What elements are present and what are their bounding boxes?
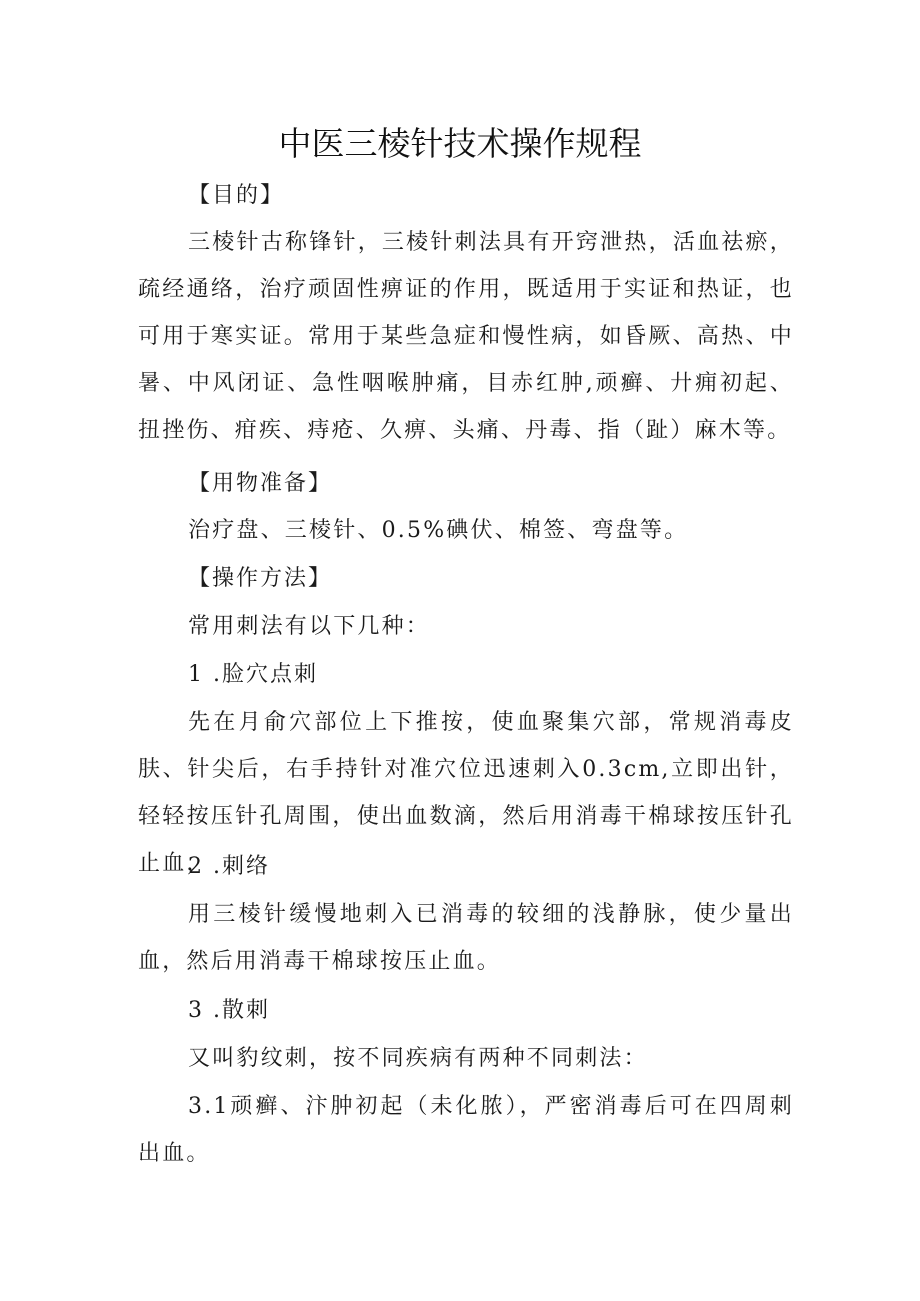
- document-title: 中医三棱针技术操作规程: [278, 124, 642, 163]
- subheading-vein-prick: 2 .刺络: [188, 854, 270, 879]
- paragraph-method-intro: 常用刺法有以下几种：: [188, 614, 431, 639]
- paragraph-vein-prick: 用三棱针缓慢地刺入已消毒的较细的浅静脉，使少量出血，然后用消毒干棉球按压止血。: [138, 902, 794, 974]
- paragraph-scatter-prick-3-1: 3.1顽癣、汴肿初起（未化脓），严密消毒后可在四周刺出血。: [138, 1094, 794, 1166]
- paragraph-materials: 治疗盘、三棱针、0.5%碘伏、棉签、弯盘等。: [188, 518, 689, 543]
- subheading-point-prick: 1 .脸穴点刺: [188, 662, 318, 687]
- subheading-scatter-prick: 3 .散刺: [188, 998, 270, 1023]
- section-heading-materials: 【用物准备】: [188, 471, 333, 496]
- section-heading-method: 【操作方法】: [188, 566, 333, 591]
- paragraph-point-prick: 先在月俞穴部位上下推按，使血聚集穴部，常规消毒皮肤、针尖后，右手持针对准穴位迅速刺入0.3cm,立即出针，轻轻按压针孔周围，使出血数滴，然后用消毒干棉球按压针孔止血，: [138, 710, 794, 876]
- section-heading-purpose: 【目的】: [188, 183, 285, 208]
- paragraph-purpose: 三棱针古称锋针，三棱针刺法具有开窍泄热，活血祛瘀，疏经通络，治疗顽固性痹证的作用，既适用于实证和热证，也可用于寒实证。常用于某些急症和慢性病，如昏厥、高热、中暑、中风闭证、急性咽喉肿痛，目赤红肿,顽癣、廾痈初起、扭挫伤、疳疾、痔疮、久痹、头痛、丹毒、指（趾）麻木等。: [138, 230, 794, 443]
- paragraph-scatter-prick: 又叫豹纹刺，按不同疾病有两种不同刺法：: [188, 1046, 648, 1071]
